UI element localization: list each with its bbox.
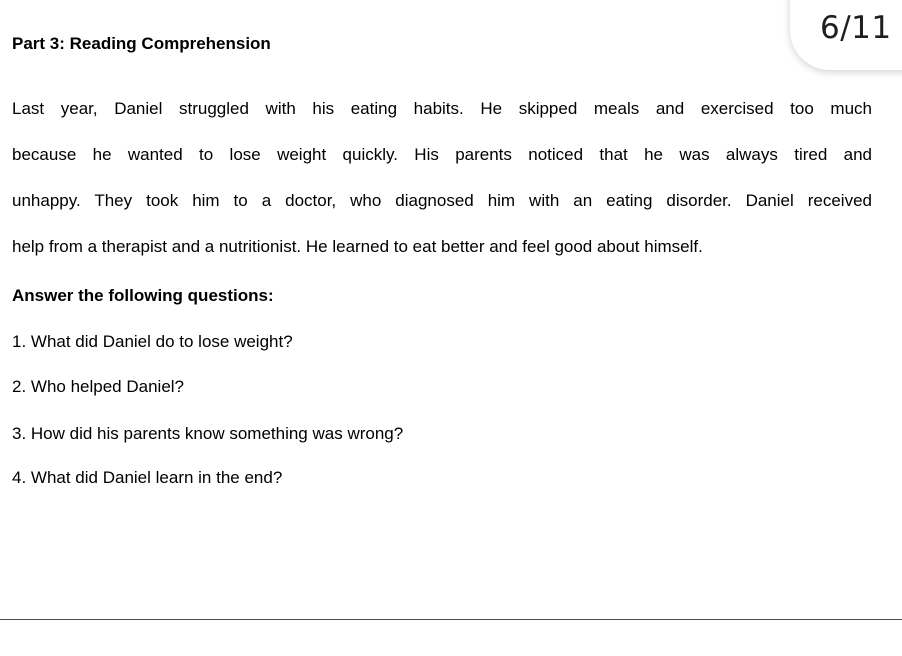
passage-line: because he wanted to lose weight quickly. His parents noticed that he was always tired and: [12, 145, 872, 164]
questions-heading: Answer the following questions:: [12, 286, 274, 305]
page-divider: [0, 619, 902, 620]
page-counter: 6/11: [820, 10, 892, 46]
question-item: 3. How did his parents know something was wrong?: [12, 424, 404, 443]
question-item: 2. Who helped Daniel?: [12, 377, 185, 396]
page-indicator: [790, 0, 902, 70]
reading-passage: [12, 86, 872, 270]
passage-line: help from a therapist and a nutritionist. He learned to eat better and feel good about himself.: [12, 237, 703, 256]
passage-line: unhappy. They took him to a doctor, who diagnosed him with an eating disorder. Daniel received: [12, 191, 872, 210]
passage-line: Last year, Daniel struggled with his eating habits. He skipped meals and exercised too much: [12, 99, 872, 118]
question-item: 4. What did Daniel learn in the end?: [12, 468, 283, 487]
question-item: 1. What did Daniel do to lose weight?: [12, 332, 293, 351]
section-title: Part 3: Reading Comprehension: [12, 34, 271, 53]
